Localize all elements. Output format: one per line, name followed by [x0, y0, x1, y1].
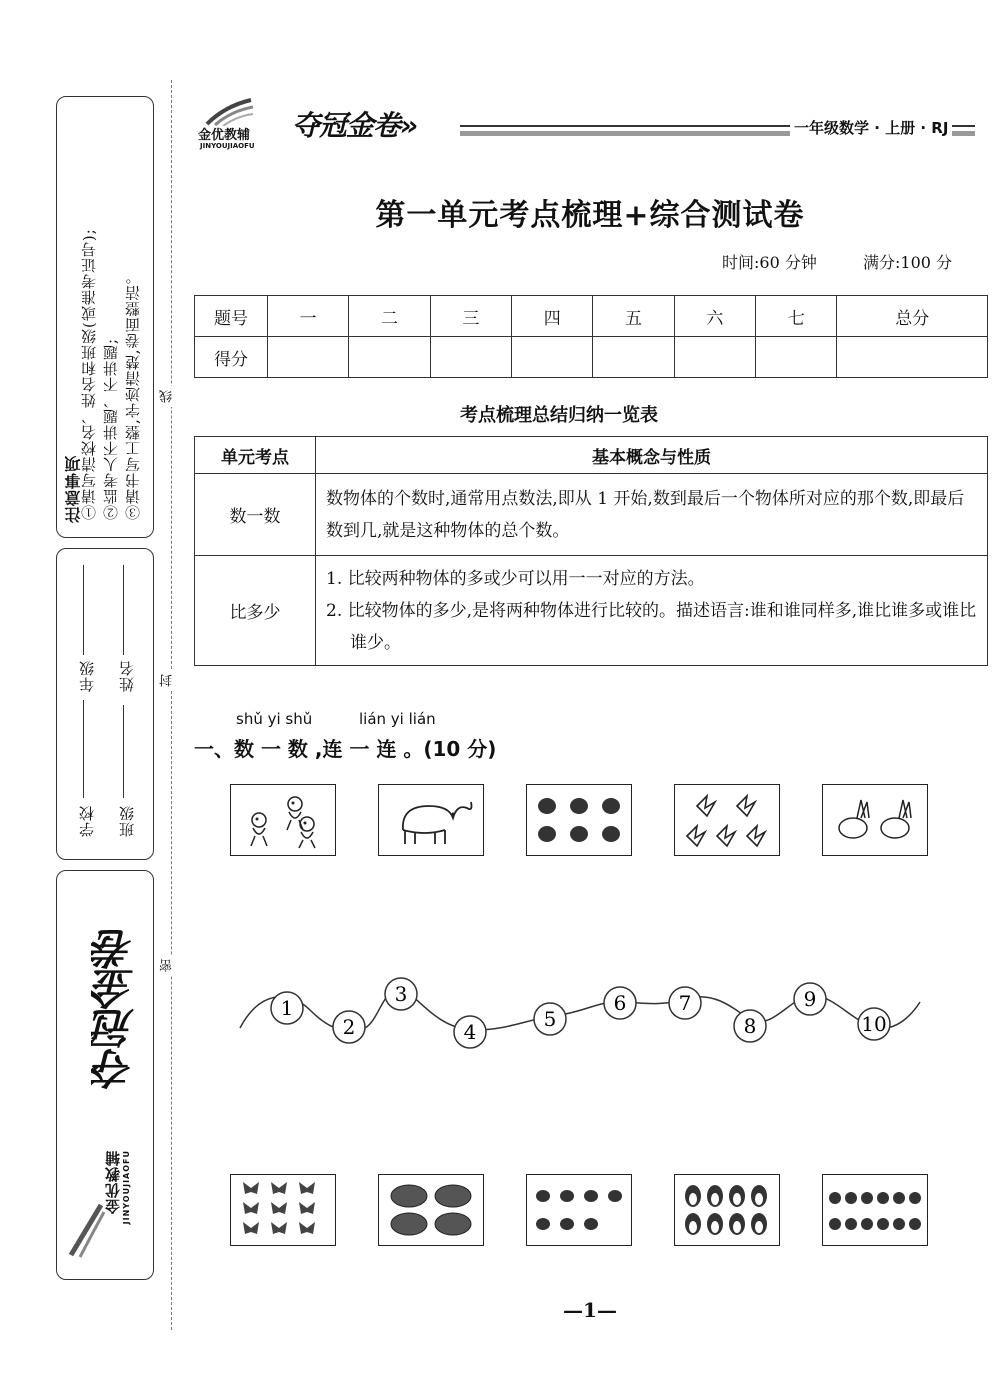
school-blank[interactable] — [83, 700, 84, 798]
score-value-row — [195, 337, 988, 378]
grade-blank[interactable] — [83, 565, 84, 655]
logo-sub-vertical: JINYOUJIAOFU — [122, 1150, 131, 1225]
score-cell: 四 — [512, 296, 593, 337]
summary-header-row — [195, 437, 988, 474]
score-input[interactable] — [756, 337, 837, 378]
picture-elephant[interactable] — [378, 784, 484, 856]
header-logo-text: 金优教辅 — [198, 128, 251, 143]
pinyin-count: shǔ yi shǔ — [236, 710, 313, 728]
score-cell: 题号 — [195, 296, 268, 337]
score-input[interactable] — [349, 337, 430, 378]
score-row-label: 得分 — [195, 337, 268, 378]
score-header-row — [195, 296, 988, 337]
picture-chicks[interactable] — [822, 1174, 928, 1246]
summary-col-point: 单元考点 — [195, 437, 316, 474]
number-label: 9 — [803, 987, 817, 1011]
picture-turtles[interactable] — [378, 1174, 484, 1246]
time-info — [722, 250, 952, 273]
picture-birds[interactable] — [674, 784, 780, 856]
full-score: 满分:100 分 — [863, 253, 953, 272]
number-label: 8 — [743, 1014, 757, 1038]
score-input[interactable] — [268, 337, 349, 378]
picture-penguins[interactable] — [674, 1174, 780, 1246]
header-brand: 夺冠金卷» — [292, 109, 418, 142]
header-grade-info: 一年级数学 · 上册 · RJ — [790, 117, 952, 138]
summary-point: 比多少 — [195, 556, 316, 666]
summary-point: 数一数 — [195, 474, 316, 556]
summary-title: 考点梳理总结归纳一览表 — [460, 405, 658, 426]
pinyin-connect: lián yi lián — [359, 710, 436, 728]
summary-line: 1. 比较两种物体的多或少可以用一一对应的方法。 — [326, 568, 705, 589]
score-input[interactable] — [593, 337, 674, 378]
cut-mark-secret: 密 — [158, 955, 177, 976]
score-cell: 七 — [756, 296, 837, 337]
notice-line-1: ①请写清校名、姓名和班级(或准考证号); — [80, 228, 98, 520]
logo-vertical: 金优教辅 — [104, 1150, 122, 1214]
picture-squirrels[interactable] — [526, 784, 632, 856]
notice-line-2: ②监考人不讲题、不讲题; — [102, 337, 120, 520]
cut-mark-line: 线 — [158, 386, 177, 407]
class-label: 班级 — [118, 805, 136, 837]
score-input[interactable] — [512, 337, 593, 378]
summary-row — [195, 556, 988, 666]
picture-monkeys[interactable] — [230, 784, 336, 856]
page-title: 第一单元考点梳理+综合测试卷 — [375, 198, 805, 233]
header-logo-sub: JINYOUJIAOFU — [200, 142, 255, 150]
score-input[interactable] — [674, 337, 755, 378]
number-label: 1 — [280, 996, 294, 1020]
brand-vertical: 夺冠金卷 — [91, 930, 140, 1090]
number-label: 10 — [861, 1012, 887, 1036]
question-1-title: 一、数 一 数 ,连 一 连 。(10 分) — [194, 737, 497, 761]
name-label: 姓名 — [118, 660, 136, 692]
school-label: 学校 — [78, 805, 96, 837]
number-label: 7 — [678, 991, 692, 1015]
summary-line: 2. 比较物体的多少,是将两种物体进行比较的。描述语言:谁和谁同样多,谁比谁多或谁比谁少。 — [326, 600, 977, 653]
score-cell: 三 — [430, 296, 511, 337]
score-cell: 总分 — [837, 296, 988, 337]
notice-line-3: ③请书写工整,字迹清楚,卷面整洁。 — [124, 268, 142, 520]
summary-content — [316, 556, 988, 666]
number-wave — [230, 960, 930, 1060]
notice-label: 注意事项 — [64, 455, 83, 523]
score-input[interactable] — [837, 337, 988, 378]
time-limit: 时间:60 分钟 — [722, 253, 817, 272]
class-blank[interactable] — [123, 705, 124, 798]
number-label: 6 — [613, 991, 627, 1015]
grade-label: 年级 — [78, 660, 96, 692]
score-input[interactable] — [430, 337, 511, 378]
summary-content: 数物体的个数时,通常用点数法,即从 1 开始,数到最后一个物体所对应的那个数,即最后数到几,就是这种物体的总个数。 — [316, 474, 988, 556]
name-blank[interactable] — [123, 565, 124, 655]
summary-table — [194, 436, 988, 666]
score-cell: 五 — [593, 296, 674, 337]
cut-line — [171, 80, 172, 1330]
number-label: 4 — [463, 1020, 477, 1044]
number-line — [230, 960, 930, 1060]
score-cell: 一 — [268, 296, 349, 337]
summary-row — [195, 474, 988, 556]
score-cell: 二 — [349, 296, 430, 337]
number-label: 2 — [342, 1015, 356, 1039]
summary-col-concept: 基本概念与性质 — [316, 437, 988, 474]
cut-mark-seal: 封 — [158, 670, 177, 691]
picture-bees[interactable] — [526, 1174, 632, 1246]
info-box — [56, 548, 154, 860]
score-table — [194, 295, 988, 378]
score-cell: 六 — [674, 296, 755, 337]
number-label: 3 — [394, 982, 408, 1006]
picture-butterflies[interactable] — [230, 1174, 336, 1246]
page-number: —1— — [563, 1298, 617, 1322]
logo-books-icon — [66, 1200, 106, 1264]
picture-rabbits[interactable] — [822, 784, 928, 856]
number-label: 5 — [543, 1007, 557, 1031]
